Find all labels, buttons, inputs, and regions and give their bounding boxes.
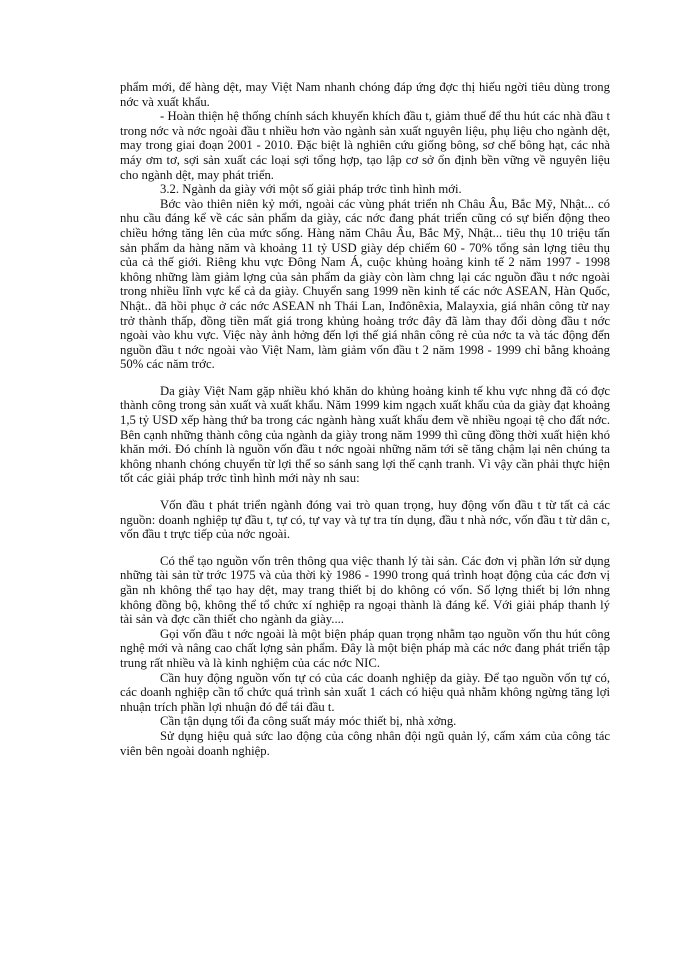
paragraph-foreign-capital: Gọi vốn đầu t nớc ngoài là một biện pháp quan trọng nhằm tạo nguồn vốn thu hút công nghệ mới và nâng cao chất lợng sản phẩm. Đây là một biện pháp mà các nớc đang phát triển tập trung rất nhiều và là kinh nghiệm của các nớc NIC.: [120, 626, 610, 670]
paragraph-own-capital: Cần huy động nguồn vốn tự có của các doanh nghiệp da giày. Để tạo nguồn vốn tự có, các doanh nghiệp cần tổ chức quá trình sản xuất 1 cách có hiệu quả nhằm không ngừng tăng lợi nhuận trích phần lợi nhuận đó để tái đầu t.: [120, 670, 610, 714]
paragraph-context: Bớc vào thiên niên kỷ mới, ngoài các vùng phát triển nh Châu Âu, Bắc Mỹ, Nhật... có nhu cầu đáng kể về các sản phẩm da giày, các nớc đang phát triển cũng có sự biến động theo chiều hớng tăng lên của mức sống. Hàng năm Châu Âu, Bắc Mỹ, Nhật... tiêu thụ 10 triệu tấn sản phẩm da hàng năm và khoảng 11 tỷ USD giày dép chiếm 60 - 70% tổng sản lợng tiêu thụ của cả thế giới. Riêng khu vực Đông Nam Á, cuộc khủng hoảng kinh tế 2 năm 1997 - 1998 không những làm giảm lợng của sản phẩm da giày còn làm chng lại các nguồn đầu t nớc ngoài trong nhiều lĩnh vực kể cả da giày. Chuyển sang 1999 nền kinh tế các nớc ASEAN, Hàn Quốc, Nhật.. đã hồi phục ở các nớc ASEAN nh Thái Lan, Inđônêxia, Malayxia, giá nhân công từ nay trở thành thấp, đồng tiền mất giá trong khủng hoảng trớc đây đã làm thay đổi dòng đầu t nớc ngoài vào khu vực. Việc này ảnh hởng đến lợi thế giá nhân công rẻ của nớc ta và tác động đến nguồn đầu t nớc ngoài vào Việt Nam, làm giảm vốn đầu t 2 năm 1998 - 1999 chỉ bằng khoảng 50% các năm trớc.: [120, 196, 610, 372]
paragraph-investment: Vốn đầu t phát triển ngành đóng vai trò quan trọng, huy động vốn đầu t từ tất cả các nguồn: doanh nghiệp tự đầu t, tự có, tự vay và tự tra tín dụng, đầu t nhà nớc, vốn đầu t từ dân c, vốn đầu t trực tiếp của nớc ngoài.: [120, 498, 610, 542]
paragraph-capacity: Cần tận dụng tối đa công suất máy móc thiết bị, nhà xởng.: [160, 714, 457, 729]
paragraph-labor: Sử dụng hiệu quả sức lao động của công nhân đội ngũ quản lý, cấm xám của công tác viên bên ngoài doanh nghiệp.: [120, 728, 610, 758]
section-heading: 3.2. Ngành da giày với một số giải pháp trớc tình hình mới.: [160, 182, 462, 197]
document-body: [120, 80, 610, 758]
paragraph-vietnam-footwear: Da giày Việt Nam gặp nhiều khó khăn do khủng hoảng kinh tế khu vực nhng đã có đợc thành công trong sản xuất và xuất khẩu. Năm 1999 kim ngạch xuất khẩu của da giày đạt khoảng 1,5 tỷ USD xếp hàng thứ ba trong các ngành hàng xuất khẩu đem về nhiều ngoại tệ cho đất nớc. Bên cạnh những thành công của ngành da giày trong năm 1999 thì cũng đồng thời xuất hiện khó khăn mới. Đó chính là nguồn vốn đầu t nớc ngoài những năm tới sẽ tăng chậm lại nên chúng ta không nhanh chóng chuyển từ lợi thế so sánh sang lợi thế cạnh tranh. Vì vậy cần phải thực hiện tốt các giải pháp trớc tình hình mới này nh sau:: [120, 383, 610, 486]
paragraph-policy: - Hoàn thiện hệ thống chính sách khuyến khích đầu t, giảm thuế để thu hút các nhà đầu t trong nớc và nớc ngoài đầu t nhiều hơn vào ngành sản xuất nguyên liệu, phụ liệu cho ngành dệt, may trong giai đoạn 2001 - 2010. Đặc biệt là nghiên cứu giống bông, sơ chế bông hạt, các nhà máy ơm tơ, sợi sản xuất các loại sợi tổng hợp, tạo lập cơ sở ổn định bền vững về nguyên liệu cho ngành dệt, may phát triển.: [120, 109, 610, 182]
paragraph-asset-liquidation: Có thể tạo nguồn vốn trên thông qua việc thanh lý tài sản. Các đơn vị phần lớn sử dụng những tài sản từ trớc 1975 và của thời kỳ 1986 - 1990 trong quá trình hoạt động của các đơn vị gần nh không thể tạo hay dệt, may trang thiết bị do không có vốn. Số lợng thiết bị lớn nhng không đồng bộ, không thể tổ chức xí nghiệp ra ngoại thành là đáng kể. Với giải pháp thanh lý tài sản và đợc cần thiết cho ngành da giày....: [120, 553, 610, 627]
paragraph-continuation: phẩm mới, để hàng dệt, may Việt Nam nhanh chóng đáp ứng đợc thị hiếu ngời tiêu dùng trong nớc và xuất khẩu.: [120, 80, 610, 109]
